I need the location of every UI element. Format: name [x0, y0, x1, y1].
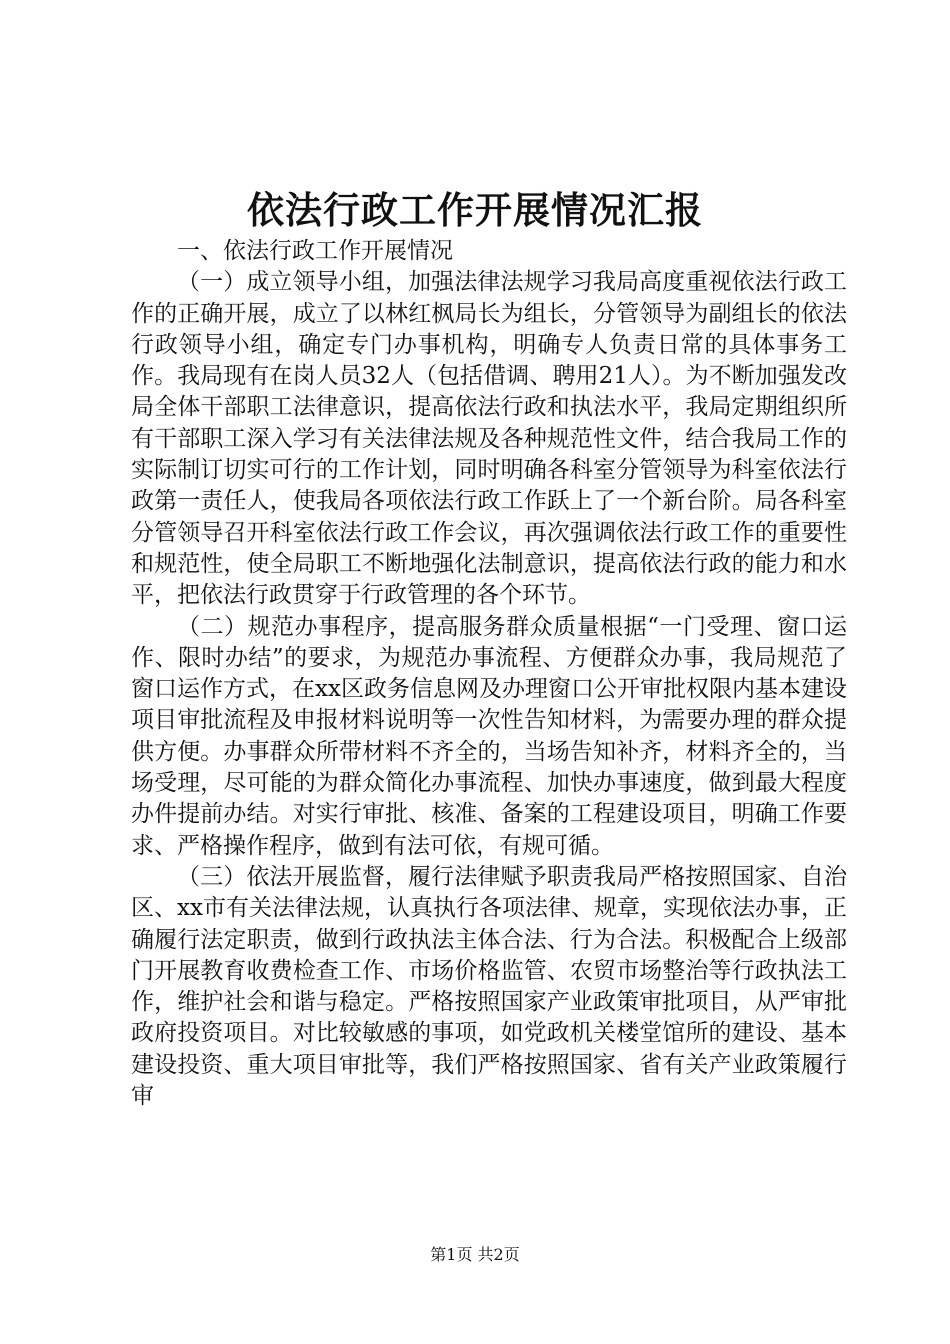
document-title: 依法行政工作开展情况汇报 [247, 188, 703, 232]
section-heading: 一、依法行政工作开展情况 [177, 238, 453, 264]
paragraph-3: （三）依法开展监督，履行法律赋予职责我局严格按照国家、自治区、xx市有关法律法规，认真执行各项法律、规章，实现依法办事，正确履行法定职责，做到行政执法主体合法、行为合法。积极配合上级部门开展教育收费检查工作、市场价格监管、农贸市场整治等行政执法工作，维护社会和谐与稳定。严格按照国家产业政策审批项目，从严审批政府投资项目。对比较敏感的事项，如党政机关楼堂馆所的建设、基本建设投资、重大项目审批等，我们严格按照国家、省有关产业政策履行审 [131, 863, 847, 1110]
paragraph-1: （一）成立领导小组，加强法律法规学习我局高度重视依法行政工作的正确开展，成立了以林红枫局长为组长，分管领导为副组长的依法行政领导小组，确定专门办事机构，明确专人负责日常的具体事务工作。我局现有在岗人员32人（包括借调、聘用21人）。为不断加强发改局全体干部职工法律意识，提高依法行政和执法水平，我局定期组织所有干部职工深入学习有关法律法规及各种规范性文件，结合我局工作的实际制订切实可行的工作计划，同时明确各科室分管领导为科室依法行政第一责任人，使我局各项依法行政工作跃上了一个新台阶。局各科室分管领导召开科室依法行政工作会议，再次强调依法行政工作的重要性和规范性，使全局职工不断地强化法制意识，提高依法行政的能力和水平，把依法行政贯穿于行政管理的各个环节。 [131, 269, 847, 609]
document-body [131, 236, 847, 1112]
page-footer: 第1页 共2页 [430, 1245, 520, 1264]
paragraph-2: （二）规范办事程序，提高服务群众质量根据“一门受理、窗口运作、限时办结”的要求，为规范办事流程、方便群众办事，我局规范了窗口运作方式，在xx区政务信息网及办理窗口公开审批权限内基本建设项目审批流程及申报材料说明等一次性告知材料，为需要办理的群众提供方便。办事群众所带材料不齐全的，当场告知补齐，材料齐全的，当场受理，尽可能的为群众简化办事流程、加快办事速度，做到最大程度办件提前办结。对实行审批、核准、备案的工程建设项目，明确工作要求、严格操作程序，做到有法可依，有规可循。 [131, 613, 847, 859]
